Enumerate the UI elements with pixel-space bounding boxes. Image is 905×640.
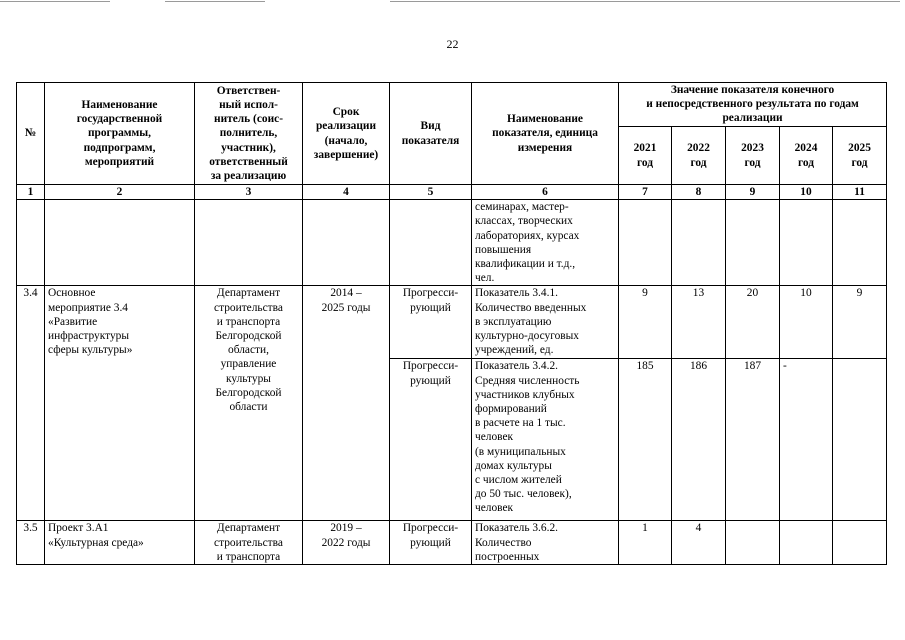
header-row-1 <box>17 83 887 127</box>
column-number: 11 <box>833 185 887 200</box>
table-row-3-4-a <box>17 286 887 359</box>
column-number: 1 <box>17 185 45 200</box>
row-number: 3.4 <box>17 286 45 521</box>
value-2024 <box>780 521 833 565</box>
column-number: 8 <box>672 185 726 200</box>
value-2022: 186 <box>672 359 726 521</box>
indicator-type-cell: Прогресси- рующий <box>390 286 472 359</box>
value-2025 <box>833 521 887 565</box>
header-year-2022: 2022 год <box>672 127 726 185</box>
cell-empty <box>780 200 833 286</box>
cell-empty <box>45 200 195 286</box>
column-number: 7 <box>619 185 672 200</box>
header-values-group: Значение показателя конечного и непосредственного результата по годам реализации <box>619 83 887 127</box>
column-number: 6 <box>472 185 619 200</box>
table-row-continuation <box>17 200 887 286</box>
indicator-type-cell: Прогресси- рующий <box>390 521 472 565</box>
executor-cell: Департамент строительства и транспорта Белгородской области, управление культуры Белгородской области <box>195 286 303 521</box>
period-cell: 2014 – 2025 годы <box>303 286 390 521</box>
indicator-name-cell: Показатель 3.6.2. Количество построенных <box>472 521 619 565</box>
value-2025 <box>833 359 887 521</box>
value-2022: 13 <box>672 286 726 359</box>
indicators-table <box>16 82 887 565</box>
header-period: Срок реализации (начало, завершение) <box>303 83 390 185</box>
column-number: 3 <box>195 185 303 200</box>
indicator-type-cell: Прогресси- рующий <box>390 359 472 521</box>
scan-edge-line-center <box>165 1 265 2</box>
value-2024: - <box>780 359 833 521</box>
cell-empty <box>619 200 672 286</box>
program-name-cell: Проект 3.А1 «Культурная среда» <box>45 521 195 565</box>
column-number: 5 <box>390 185 472 200</box>
period-cell: 2019 – 2022 годы <box>303 521 390 565</box>
header-year-2024: 2024 год <box>780 127 833 185</box>
column-number: 4 <box>303 185 390 200</box>
cell-empty <box>833 200 887 286</box>
column-number: 10 <box>780 185 833 200</box>
value-2021: 1 <box>619 521 672 565</box>
column-number: 2 <box>45 185 195 200</box>
cell-empty <box>390 200 472 286</box>
cell-empty <box>195 200 303 286</box>
executor-cell: Департамент строительства и транспорта <box>195 521 303 565</box>
header-program-name: Наименование государственной программы, подпрограмм, мероприятий <box>45 83 195 185</box>
header-number: № <box>17 83 45 185</box>
cell-empty <box>672 200 726 286</box>
value-2021: 9 <box>619 286 672 359</box>
value-2021: 185 <box>619 359 672 521</box>
cell-empty <box>17 200 45 286</box>
page-number: 22 <box>446 37 459 51</box>
header-indicator-type: Вид показателя <box>390 83 472 185</box>
header-executor: Ответствен- ный испол- нитель (соис- полнитель, участник), ответственный за реализацию <box>195 83 303 185</box>
value-2022: 4 <box>672 521 726 565</box>
cell-empty <box>303 200 390 286</box>
value-2025: 9 <box>833 286 887 359</box>
program-name-cell: Основное мероприятие 3.4 «Развитие инфраструктуры сферы культуры» <box>45 286 195 521</box>
row-number: 3.5 <box>17 521 45 565</box>
value-2023 <box>726 521 780 565</box>
value-2024: 10 <box>780 286 833 359</box>
indicator-name-cell: семинарах, мастер- классах, творческих лабораториях, курсах повышения квалификации и т.д., чел. <box>472 200 619 286</box>
value-2023: 20 <box>726 286 780 359</box>
scan-edge-line-right <box>390 1 900 2</box>
value-2023: 187 <box>726 359 780 521</box>
cell-empty <box>726 200 780 286</box>
header-year-2025: 2025 год <box>833 127 887 185</box>
header-year-2021: 2021 год <box>619 127 672 185</box>
column-numbers-row <box>17 185 887 200</box>
indicator-name-cell: Показатель 3.4.2. Средняя численность участников клубных формирований в расчете на 1 тыс. человек (в муниципальных домах культуры с числом жителей до 50 тыс. человек), человек <box>472 359 619 521</box>
scan-edge-line-left <box>0 1 110 2</box>
indicator-name-cell: Показатель 3.4.1. Количество введенных в эксплуатацию культурно-досуговых учреждений, ед. <box>472 286 619 359</box>
header-year-2023: 2023 год <box>726 127 780 185</box>
header-indicator-name: Наименование показателя, единица измерения <box>472 83 619 185</box>
column-number: 9 <box>726 185 780 200</box>
table-row-3-5 <box>17 521 887 565</box>
